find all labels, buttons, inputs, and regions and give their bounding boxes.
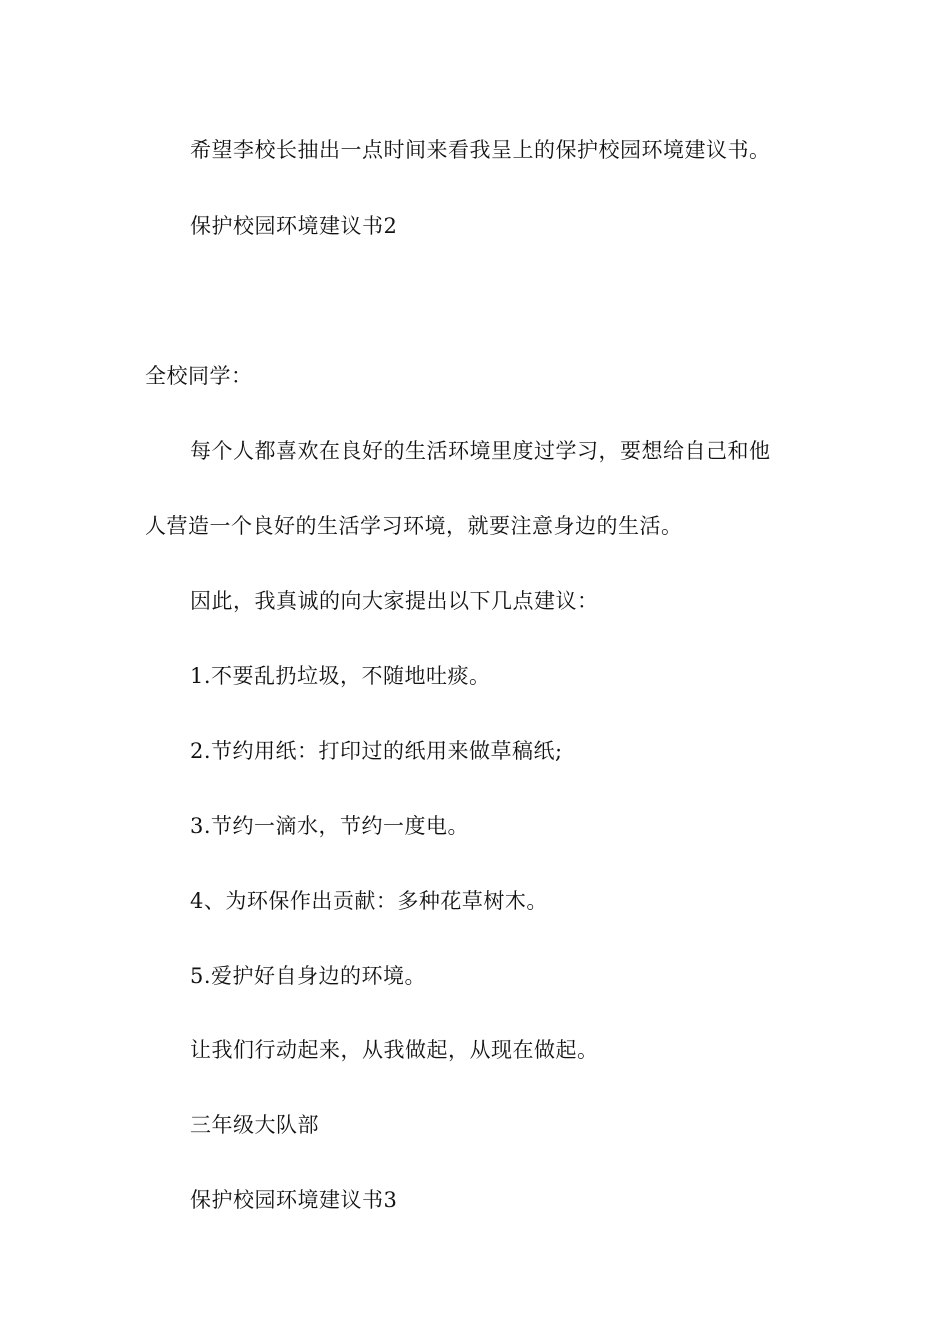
section-heading-2: 保护校园环境建议书2 [190, 214, 398, 238]
list-item-4: 4、为环保作出贡献：多种花草树木。 [190, 889, 548, 913]
list-item-1: 1.不要乱扔垃圾，不随地吐痰。 [190, 664, 491, 688]
list-item-2: 2.节约用纸：打印过的纸用来做草稿纸; [190, 739, 563, 763]
paragraph-request: 希望李校长抽出一点时间来看我呈上的保护校园环境建议书。 [190, 138, 771, 162]
paragraph-intro-line-2: 人营造一个良好的生活学习环境，就要注意身边的生活。 [145, 514, 683, 538]
paragraph-intro-line-1: 每个人都喜欢在良好的生活环境里度过学习，要想给自己和他 [190, 439, 771, 463]
list-item-3: 3.节约一滴水，节约一度电。 [190, 814, 470, 838]
signature: 三年级大队部 [190, 1113, 319, 1137]
paragraph-proposal: 因此，我真诚的向大家提出以下几点建议： [190, 589, 599, 613]
salutation: 全校同学： [145, 364, 253, 388]
paragraph-call-to-action: 让我们行动起来，从我做起，从现在做起。 [190, 1038, 599, 1062]
section-heading-3: 保护校园环境建议书3 [190, 1188, 398, 1212]
list-item-5: 5.爱护好自身边的环境。 [190, 964, 427, 988]
